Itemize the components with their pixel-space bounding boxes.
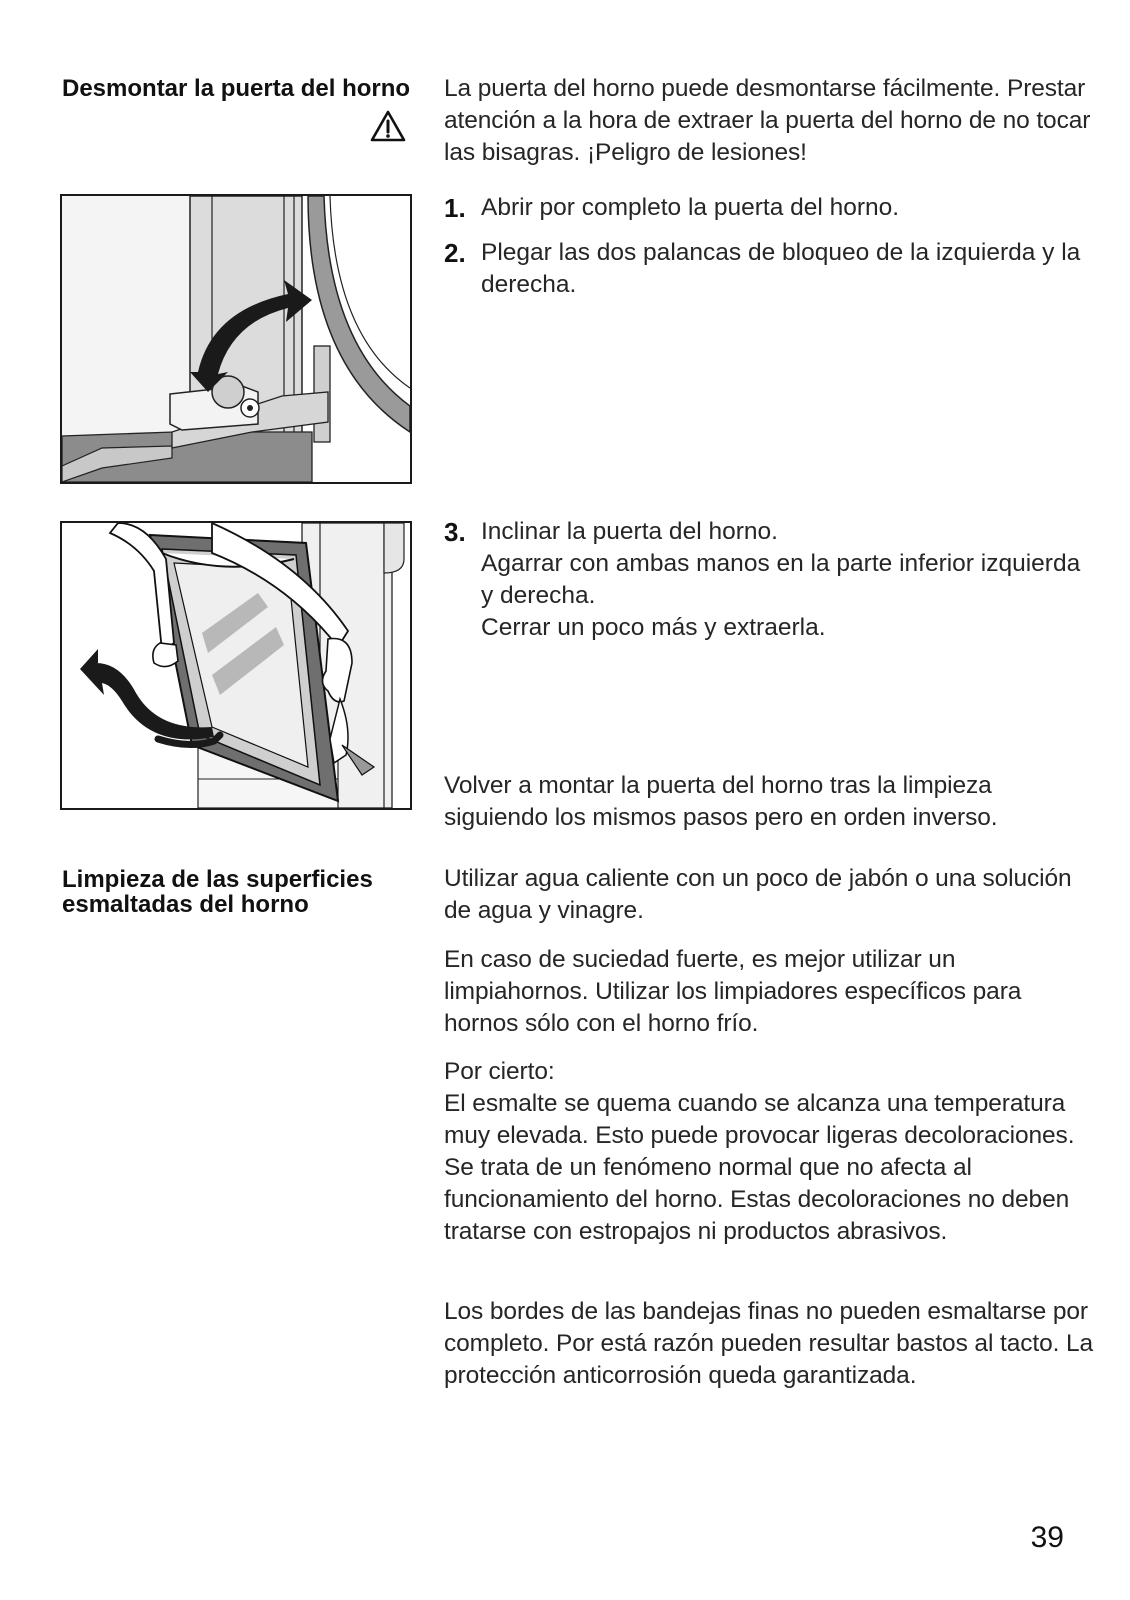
cleaning-paragraph-1: Utilizar agua caliente con un poco de jabón o una solución de agua y vinagre.	[444, 865, 1072, 924]
note-paragraph: El esmalte se quema cuando se alcanza una temperatura muy elevada. Esto puede provocar ligeras decoloraciones. Se trata de un fenómeno normal que no afecta al funcionamiento del horno. Estas decoloraciones no deben tratarse con estropajos ni productos abrasivos.	[444, 1090, 1075, 1245]
reassemble-paragraph: Volver a montar la puerta del horno tras la limpieza siguiendo los mismos pasos pero en orden inverso.	[444, 772, 998, 831]
step-number: 1.	[444, 193, 466, 223]
page-number: 39	[1030, 1521, 1064, 1554]
step-text: Plegar las dos palancas de bloqueo de la izquierda y la derecha.	[481, 239, 1081, 298]
step-1	[444, 192, 1094, 224]
step-text-line: Cerrar un poco más y extraerla.	[481, 614, 826, 641]
step-number: 2.	[444, 238, 466, 268]
note-label: Por cierto:	[444, 1058, 555, 1085]
door-removal-illustration	[60, 521, 412, 810]
step-text-line: Inclinar la puerta del horno.	[481, 518, 778, 545]
step-number: 3.	[444, 517, 466, 547]
section-heading-door-removal: Desmontar la puerta del horno	[62, 75, 411, 102]
section-heading-enamel-cleaning: Limpieza de las superficies esmaltadas del horno	[62, 866, 373, 918]
intro-paragraph: La puerta del horno puede desmontarse fácilmente. Prestar atención a la hora de extraer la puerta del horno de no tocar las bisagras. ¡Peligro de lesiones!	[444, 75, 1091, 166]
cleaning-paragraph-2: En caso de suciedad fuerte, es mejor utilizar un limpiahornos. Utilizar los limpiadores específicos para hornos sólo con el horno frío.	[444, 946, 1022, 1037]
step-text-line: Agarrar con ambas manos en la parte inferior izquierda y derecha.	[481, 550, 1081, 609]
step-text: Abrir por completo la puerta del horno.	[481, 194, 900, 221]
hinge-lever-illustration	[60, 194, 412, 484]
step-3	[444, 516, 1094, 644]
cleaning-paragraph-3: Los bordes de las bandejas finas no pueden esmaltarse por completo. Por está razón pueden resultar bastos al tacto. La protección anticorrosión queda garantizada.	[444, 1298, 1094, 1389]
warning-icon	[370, 110, 406, 142]
step-2	[444, 237, 1094, 301]
